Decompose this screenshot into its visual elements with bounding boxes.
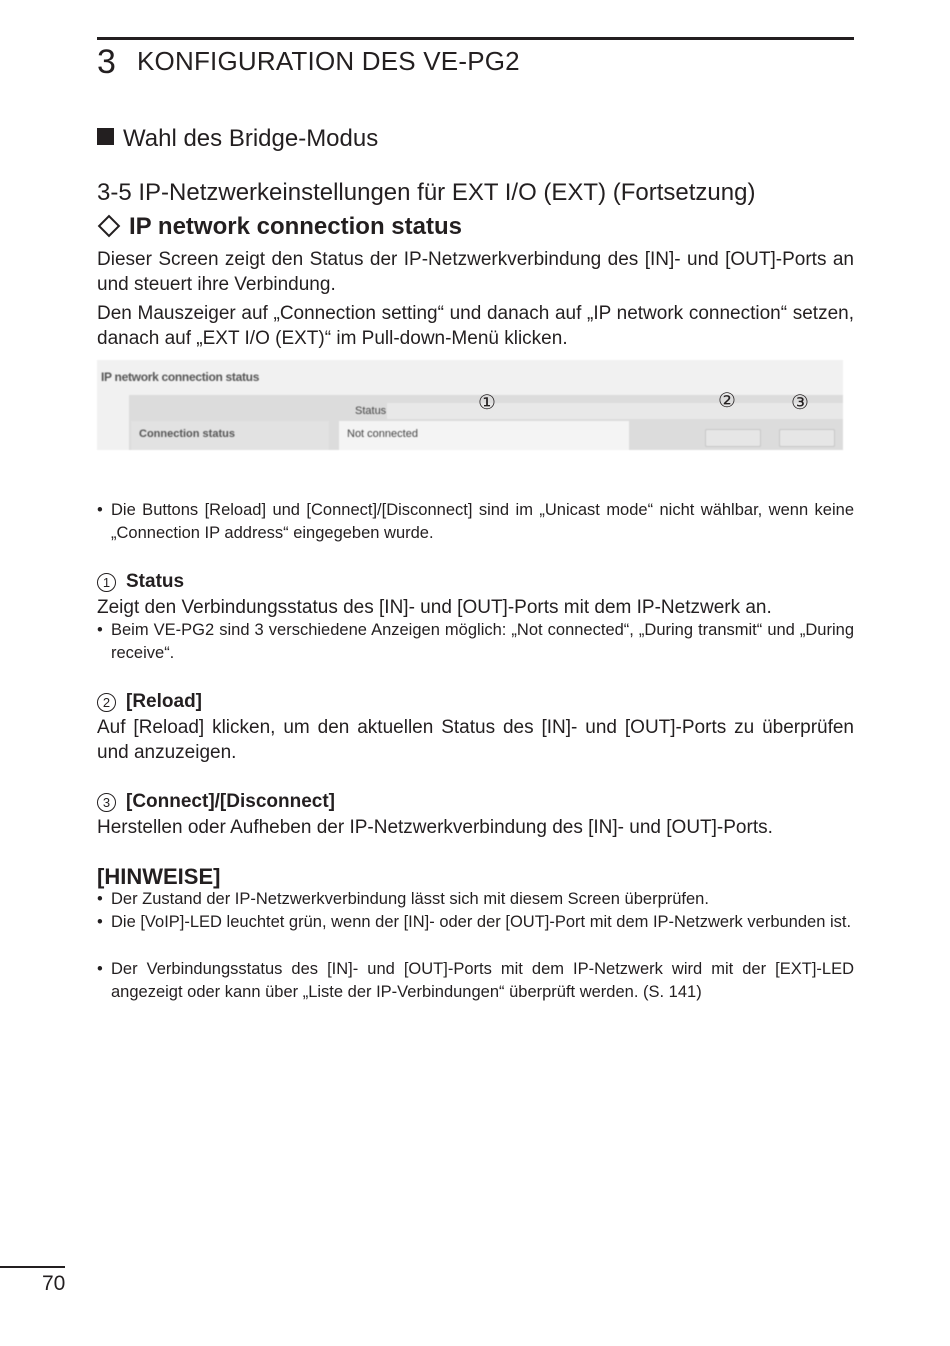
hinweise-bullet: • Der Verbindungsstatus des [IN]- und [OUT]-Ports mit dem IP-Netzwerk wird mit der [EXT]-LED angezeigt oder kann über „Liste der IP-Verbindungen“ überprüft werden. (S. 141) (97, 958, 854, 1004)
hinweise-title: [HINWEISE] (97, 864, 221, 889)
screenshot-row-label: Connection status (139, 428, 235, 440)
section-title: Wahl des Bridge-Modus (123, 125, 379, 152)
item-heading-status (97, 570, 184, 594)
top-rule (97, 37, 854, 40)
note-bullet: • Die Buttons [Reload] und [Connect]/[Disconnect] sind im „Unicast mode“ nicht wählbar, wenn keine „Connection IP address“ eingegeben wurde. (97, 499, 854, 545)
instruction-paragraph: Den Mauszeiger auf „Connection setting“ und danach auf „IP network connection“ setzen, danach auf „EXT I/O (EXT)“ im Pull-down-Menü klicken. (97, 303, 854, 349)
subsection-heading-text: IP network connection status (129, 213, 462, 240)
connect-button[interactable] (779, 429, 835, 447)
section-heading (97, 124, 378, 154)
screenshot-header-row (387, 403, 843, 419)
item-title: Status (126, 571, 185, 592)
diamond-icon (98, 215, 121, 238)
number-2-icon: 2 (97, 693, 116, 712)
hinweise-bullet: • Der Zustand der IP-Netzwerkverbindung lässt sich mit diesem Screen überprüfen. (97, 888, 854, 911)
subsection-heading (97, 212, 462, 242)
callout-2: ② (718, 390, 736, 412)
item-text-reload: Auf [Reload] klicken, um den aktuellen Status des [IN]- und [OUT]-Ports zu überprüfen und anzuzeigen. (97, 717, 854, 763)
intro-paragraph: Dieser Screen zeigt den Status der IP-Netzwerkverbindung des [IN]- und [OUT]-Ports an und steuert ihre Verbindung. (97, 249, 854, 295)
square-bullet-icon (97, 128, 114, 145)
chapter-number: 3 (97, 43, 116, 81)
number-1-icon: 1 (97, 573, 116, 592)
screenshot-column-header: Status (355, 405, 387, 417)
item-text-status: Zeigt den Verbindungsstatus des [IN]- und [OUT]-Ports mit dem IP-Netzwerk an. (97, 597, 772, 618)
item-bullet-status: • Beim VE-PG2 sind 3 verschiedene Anzeigen möglich: „Not connected“, „During transmit“ und „During receive“. (97, 619, 854, 665)
item-heading-connect (97, 790, 335, 814)
hinweise-bullet: • Die [VoIP]-LED leuchtet grün, wenn der [IN]- oder der [OUT]-Port mit dem IP-Netzwerk verbunden ist. (97, 911, 854, 934)
chapter-title: KONFIGURATION DES VE-PG2 (137, 46, 520, 76)
callout-1: ① (478, 392, 496, 414)
screenshot-status-value: Not connected (347, 428, 418, 440)
footer-rule (0, 1266, 65, 1268)
item-text-connect: Herstellen oder Aufheben der IP-Netzwerkverbindung des [IN]- und [OUT]-Ports. (97, 817, 773, 838)
page-number: 70 (42, 1272, 66, 1295)
item-title: [Connect]/[Disconnect] (126, 791, 335, 812)
subsection-title: 3-5 IP-Netzwerkeinstellungen für EXT I/O (EXT) (Fortsetzung) (97, 179, 756, 206)
item-heading-reload (97, 690, 202, 714)
number-3-icon: 3 (97, 793, 116, 812)
item-title: [Reload] (126, 691, 202, 712)
reload-button[interactable] (705, 429, 761, 447)
callout-3: ③ (791, 392, 809, 414)
screenshot-title: IP network connection status (101, 370, 260, 384)
